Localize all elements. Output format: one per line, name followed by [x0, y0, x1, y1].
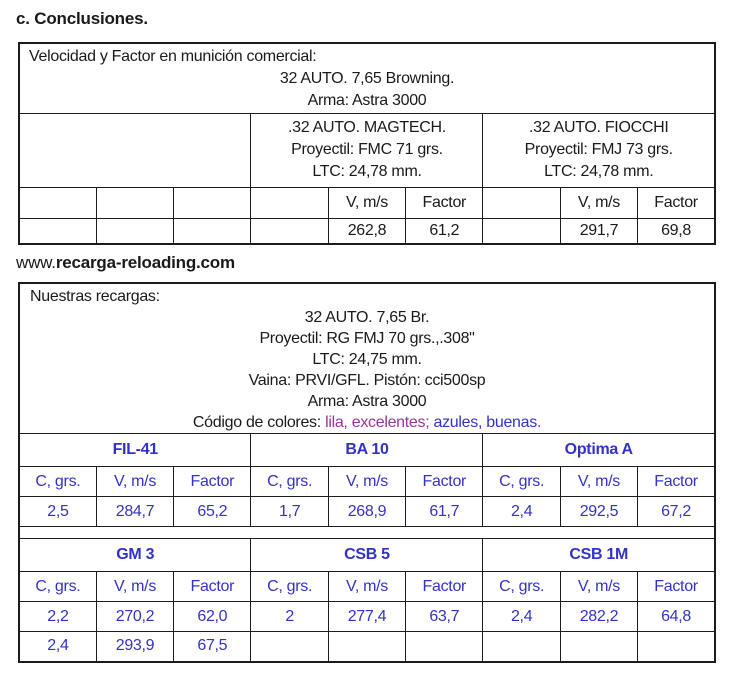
empty-cell — [19, 113, 251, 187]
csb5-factor: 63,7 — [406, 602, 483, 632]
csb1m-velocity: 282,2 — [560, 602, 637, 632]
optimaA-velocity: 292,5 — [560, 497, 637, 527]
factor-header: Factor — [638, 467, 715, 497]
fil41-velocity: 284,7 — [96, 497, 173, 527]
factor-header: Factor — [638, 572, 715, 602]
commercial-title: Velocidad y Factor en munición comercial: — [29, 48, 317, 65]
factor-value-magtech: 61,2 — [406, 218, 483, 244]
brand-magtech-name: .32 AUTO. MAGTECH. — [288, 118, 446, 136]
empty-cell — [96, 187, 173, 218]
charge-header: C, grs. — [483, 467, 560, 497]
empty-cell — [174, 218, 251, 244]
reloads-ltc: LTC: 24,75 mm. — [312, 351, 422, 368]
empty-cell — [560, 632, 637, 662]
factor-header: Factor — [406, 572, 483, 602]
empty-cell — [19, 218, 96, 244]
website-prefix: www. — [16, 253, 56, 272]
empty-cell — [483, 632, 560, 662]
powder-name-optimaA: Optima A — [483, 434, 715, 467]
brand-fiocchi-ltc: LTC: 24,78 mm. — [544, 162, 654, 180]
commercial-weapon: Arma: Astra 3000 — [307, 92, 427, 109]
factor-header: Factor — [406, 467, 483, 497]
reloads-caliber: 32 AUTO. 7,65 Br. — [304, 309, 430, 326]
reloads-weapon: Arma: Astra 3000 — [307, 393, 427, 410]
empty-cell — [406, 632, 483, 662]
factor-header: Factor — [174, 572, 251, 602]
velocity-value-magtech: 262,8 — [328, 218, 405, 244]
velocity-header-magtech: V, m/s — [328, 187, 405, 218]
factor-header: Factor — [174, 467, 251, 497]
reloads-table — [18, 282, 716, 663]
csb5-velocity: 277,4 — [328, 602, 405, 632]
empty-cell — [483, 187, 560, 218]
brand-fiocchi — [483, 113, 715, 187]
velocity-header: V, m/s — [560, 572, 637, 602]
csb1m-charge: 2,4 — [483, 602, 560, 632]
empty-cell — [19, 187, 96, 218]
gm3-factor-2: 67,5 — [174, 632, 251, 662]
velocity-header: V, m/s — [560, 467, 637, 497]
powder-name-ba10: BA 10 — [251, 434, 483, 467]
website-url — [16, 253, 736, 273]
charge-header: C, grs. — [251, 467, 328, 497]
gm3-velocity-2: 293,9 — [96, 632, 173, 662]
velocity-value-fiocchi: 291,7 — [560, 218, 637, 244]
empty-cell — [483, 218, 560, 244]
ba10-factor: 61,7 — [406, 497, 483, 527]
reloads-projectile: Proyectil: RG FMJ 70 grs.,.308" — [259, 330, 475, 347]
csb5-charge: 2 — [251, 602, 328, 632]
color-code-blue: azules, buenas — [429, 414, 537, 431]
reloads-title: Nuestras recargas: — [30, 288, 160, 305]
commercial-ammo-table — [18, 42, 716, 245]
fil41-charge: 2,5 — [19, 497, 96, 527]
velocity-header: V, m/s — [328, 467, 405, 497]
brand-magtech — [251, 113, 483, 187]
optimaA-charge: 2,4 — [483, 497, 560, 527]
website-domain: recarga-reloading.com — [55, 253, 235, 272]
empty-cell — [251, 218, 328, 244]
factor-value-fiocchi: 69,8 — [638, 218, 715, 244]
gm3-charge-2: 2,4 — [19, 632, 96, 662]
powder-name-fil41: FIL-41 — [19, 434, 251, 467]
velocity-header: V, m/s — [96, 467, 173, 497]
fil41-factor: 65,2 — [174, 497, 251, 527]
brand-magtech-ltc: LTC: 24,78 mm. — [312, 162, 422, 180]
powder-name-gm3: GM 3 — [19, 539, 251, 572]
brand-magtech-projectile: Proyectil: FMC 71 grs. — [291, 140, 443, 158]
ba10-charge: 1,7 — [251, 497, 328, 527]
charge-header: C, grs. — [19, 572, 96, 602]
charge-header: C, grs. — [251, 572, 328, 602]
reloads-case-primer: Vaina: PRVI/GFL. Pistón: cci500sp — [248, 372, 486, 389]
gm3-factor-1: 62,0 — [174, 602, 251, 632]
color-code-line — [20, 412, 714, 433]
gm3-charge-1: 2,2 — [19, 602, 96, 632]
powder-name-csb5: CSB 5 — [251, 539, 483, 572]
empty-cell — [251, 632, 328, 662]
brand-fiocchi-name: .32 AUTO. FIOCCHI — [528, 118, 669, 136]
empty-cell — [251, 187, 328, 218]
color-code-period: . — [536, 414, 542, 431]
page-title: c. Conclusiones. — [16, 9, 148, 28]
optimaA-factor: 67,2 — [638, 497, 715, 527]
commercial-caliber: 32 AUTO. 7,65 Browning. — [279, 70, 455, 87]
spacer-row — [19, 527, 715, 539]
empty-cell — [174, 187, 251, 218]
commercial-table-header — [19, 43, 715, 113]
empty-cell — [328, 632, 405, 662]
empty-cell — [96, 218, 173, 244]
reloads-table-header — [19, 283, 715, 434]
color-code-prefix: Código de colores: — [192, 414, 326, 431]
factor-header-fiocchi: Factor — [638, 187, 715, 218]
gm3-velocity-1: 270,2 — [96, 602, 173, 632]
factor-header-magtech: Factor — [406, 187, 483, 218]
empty-cell — [638, 632, 715, 662]
color-code-lila: lila, excelentes; — [325, 414, 430, 431]
charge-header: C, grs. — [483, 572, 560, 602]
velocity-header-fiocchi: V, m/s — [560, 187, 637, 218]
powder-name-csb1m: CSB 1M — [483, 539, 715, 572]
ba10-velocity: 268,9 — [328, 497, 405, 527]
brand-fiocchi-projectile: Proyectil: FMJ 73 grs. — [524, 140, 673, 158]
velocity-header: V, m/s — [96, 572, 173, 602]
csb1m-factor: 64,8 — [638, 602, 715, 632]
charge-header: C, grs. — [19, 467, 96, 497]
velocity-header: V, m/s — [328, 572, 405, 602]
